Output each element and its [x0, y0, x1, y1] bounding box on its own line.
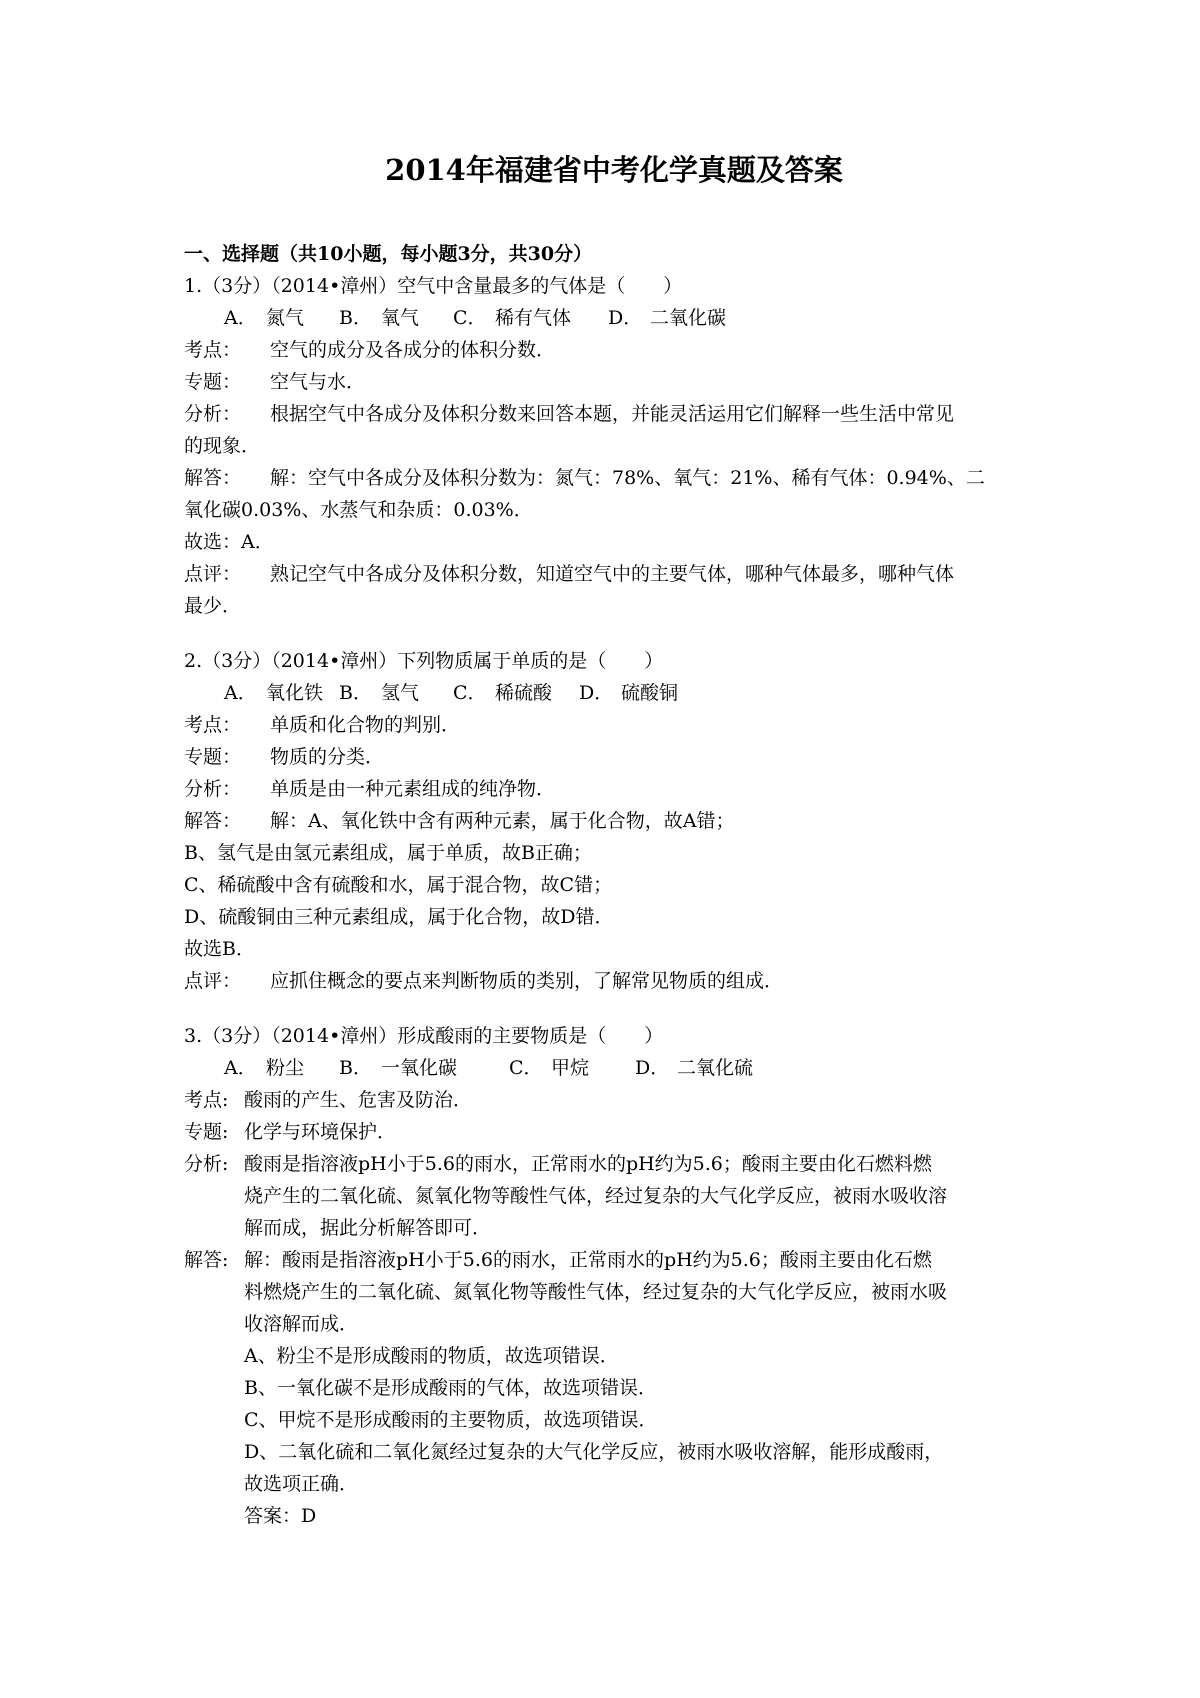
answer-choice: 故选B． [184, 938, 255, 960]
question-3 [184, 1020, 1034, 1532]
option-c: C． 稀有气体 [453, 307, 572, 329]
option-b: B． 氢气 [339, 682, 420, 704]
jieda-option-d-continued: 故选项正确． [244, 1473, 359, 1495]
kaodian-row: 考点: 酸雨的产生、危害及防治． [184, 1089, 473, 1111]
option-b: B． 氧气 [339, 307, 420, 329]
kaodian-row: 考点： 单质和化合物的判别． [184, 714, 461, 736]
jieda-line-c: C、稀硫酸中含有硫酸和水，属于混合物，故C错； [184, 874, 613, 896]
jieda-option-a: A、粉尘不是形成酸雨的物质，故选项错误． [244, 1345, 619, 1367]
section-heading: 一、选择题（共10小题，每小题3分，共30分） [184, 243, 593, 265]
jieda-line-b: B、氢气是由氢元素组成，属于单质，故B正确； [184, 842, 592, 864]
final-answer: 答案：D [244, 1505, 317, 1527]
jieda-line-d: D、硫酸铜由三种元素组成，属于化合物，故D错． [184, 906, 614, 928]
jieda-line-1: 解：酸雨是指溶液pH小于5.6的雨水，正常雨水的pH约为5.6；酸雨主要由化石燃 [244, 1249, 932, 1271]
option-a: A． 粉尘 [224, 1057, 305, 1079]
options-row [184, 677, 1034, 709]
jieda-row: 解答： 解：A、氧化铁中含有两种元素，属于化合物，故A错； [184, 810, 735, 832]
fenxi-continued: 的现象． [184, 435, 261, 457]
jieda-line-2: 料燃烧产生的二氧化硫、氮氧化物等酸性气体，经过复杂的大气化学反应，被雨水吸 [244, 1281, 948, 1303]
question-stem: 2.（3分）（2014•漳州）下列物质属于单质的是（ ） [184, 650, 664, 672]
dianping-row: 点评： 应抓住概念的要点来判断物质的类别，了解常见物质的组成． [184, 970, 784, 992]
fenxi-row: 分析： 根据空气中各成分及体积分数来回答本题，并能灵活运用它们解释一些生活中常见 [184, 403, 955, 425]
question-stem: 1.（3分）（2014•漳州）空气中含量最多的气体是（ ） [184, 275, 683, 297]
option-c: C． 稀硫酸 [453, 682, 553, 704]
jieda-row: 解答: 解：酸雨是指溶液pH小于5.6的雨水，正常雨水的pH约为5.6；酸雨主要由化石燃 料燃烧产生的二氧化硫、氮氧化物等酸性气体，经过复杂的大气化学反应，被雨水吸 收溶解而成． A、粉尘不是形成酸雨的物质，故选项错误． B、一氧化碳不是形成酸雨的气体，故选项错误． C、甲烷不是形成酸雨的主要物质，故选项错误． D、二氧化硫和二氧化氮经过复杂的大气化学反应，被雨水吸收溶解，能形成酸雨， 故选项正确． 答案：D [184, 1244, 1034, 1532]
jieda-option-d: D、二氧化硫和二氧化氮经过复杂的大气化学反应，被雨水吸收溶解，能形成酸雨， [244, 1441, 944, 1463]
spacer [184, 997, 1034, 1020]
question-stem: 3.（3分）（2014•漳州）形成酸雨的主要物质是（ ） [184, 1025, 664, 1047]
option-d: D． 二氧化硫 [635, 1057, 754, 1079]
option-a: A． 氧化铁 [224, 682, 324, 704]
question-2 [184, 645, 1034, 997]
jieda-option-b: B、一氧化碳不是形成酸雨的气体，故选项错误． [244, 1377, 657, 1399]
option-d: D． 二氧化碳 [608, 307, 727, 329]
zhuanti-row: 专题： 空气与水． [184, 371, 366, 393]
spacer [184, 622, 1034, 645]
option-b: B． 一氧化碳 [339, 1057, 458, 1079]
jieda-continued: 氧化碳0.03%、水蒸气和杂质：0.03%． [184, 499, 533, 521]
jieda-line-3: 收溶解而成． [244, 1313, 359, 1335]
options-row [184, 1052, 1034, 1084]
option-a: A． 氮气 [224, 307, 305, 329]
document-page [184, 150, 1034, 1532]
fenxi-row: 分析: 酸雨是指溶液pH小于5.6的雨水，正常雨水的pH约为5.6；酸雨主要由化石燃料燃 烧产生的二氧化硫、氮氧化物等酸性气体，经过复杂的大气化学反应，被雨水吸收溶 解而成，据此分析解答即可． [184, 1148, 1034, 1244]
document-title: 2014年福建省中考化学真题及答案 [385, 153, 843, 187]
option-d: D． 硫酸铜 [579, 682, 679, 704]
jieda-option-c: C、甲烷不是形成酸雨的主要物质，故选项错误． [244, 1409, 658, 1431]
question-1 [184, 270, 1034, 622]
option-c: C． 甲烷 [509, 1057, 590, 1079]
fenxi-line-2: 烧产生的二氧化硫、氮氧化物等酸性气体，经过复杂的大气化学反应，被雨水吸收溶 [244, 1185, 948, 1207]
dianping-row: 点评： 熟记空气中各成分及体积分数，知道空气中的主要气体，哪种气体最多，哪种气体 [184, 563, 955, 585]
fenxi-line-1: 酸雨是指溶液pH小于5.6的雨水，正常雨水的pH约为5.6；酸雨主要由化石燃料燃 [244, 1153, 932, 1175]
fenxi-line-3: 解而成，据此分析解答即可． [244, 1217, 492, 1239]
options-row [184, 302, 1034, 334]
answer-choice: 故选：A． [184, 531, 274, 553]
zhuanti-row: 专题: 化学与环境保护． [184, 1121, 397, 1143]
dianping-continued: 最少． [184, 595, 242, 617]
zhuanti-row: 专题： 物质的分类． [184, 746, 385, 768]
kaodian-row: 考点： 空气的成分及各成分的体积分数． [184, 339, 556, 361]
fenxi-row: 分析： 单质是由一种元素组成的纯净物． [184, 778, 556, 800]
jieda-row: 解答： 解：空气中各成分及体积分数为：氮气：78%、氧气：21%、稀有气体：0.94%、二 [184, 467, 985, 489]
